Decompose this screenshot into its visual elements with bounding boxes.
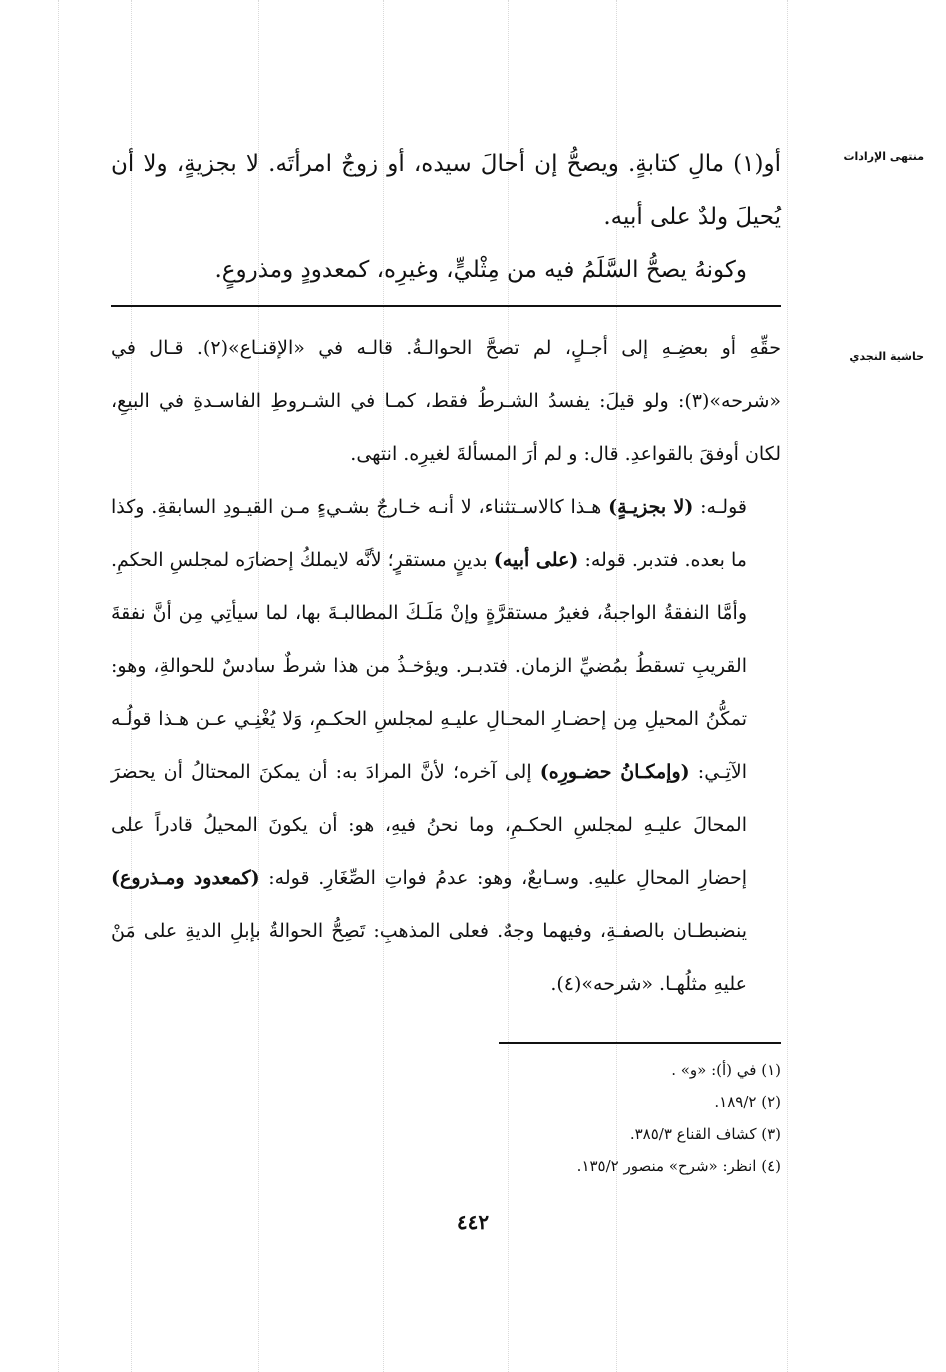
quoted-lemma: (كمعدود ومـذروع) <box>111 867 260 889</box>
footnotes <box>111 1054 781 1182</box>
commentary-text-run: إلى آخره؛ لأنَّ المرادَ به: أن يمكنَ المحتالُ أن يحضرَ المحالَ عليـهِ لمجلسِ الحكـمِ، وما نحنُ فيهِ، هو: أن يكونَ المحيلُ قادراً على إحضارِ المحالِ عليهِ. وسـابعٌ، وهو: عدمُ فواتِ الصِّغَارِ. قوله: <box>111 761 748 889</box>
quoted-lemma: (وإمكـانُ حضـورِه) <box>539 761 690 783</box>
scan-artifact <box>787 0 788 1372</box>
commentary-text-run: هـذا كالاسـتثناء، لا أنـه خـارجٌ بشـيءٍ مـن القيـودِ السابقةِ. وكذا ما بعده. فتدبر. قوله: <box>111 496 747 571</box>
footnote-3: (٣) كشاف القناع ٣٨٥/٣. <box>629 1125 781 1143</box>
commentary-paragraph-1: حقِّهِ أو بعضِـهِ إلى أجـلٍ، لم تصحَّ الحوالـةُ. قالـه في «الإقنـاع»(٢). قـال في «شرحه»(٣): ولو قيلَ: يفسدُ الشـرطُ فقط، كمـا في الشـروطِ الفاسـدةِ في البيعِ، لكان أوفقَ بالقواعدِ. قال: و لم أرَ المسألةَ لغيرِه. انتهى. <box>111 337 781 465</box>
footnote-4: (٤) انظر: «شرح» منصور ١٣٥/٢. <box>576 1157 781 1175</box>
commentary-text-run: بدينٍ مستقرٍ؛ لأنَّه لايملكُ إحضارَه لمجلسِ الحكمِ. وأمَّا النفقةُ الواجبةُ، فغيرُ مستقرَّةٍ وإنْ مَلَـكَ المطالبـةَ بها، لما سيأتِي مِن أنَّ نفقةَ القريبِ تسقطُ بمُضيِّ الزمان. فتدبـر. ويؤخـذُ من هذا شرطٌ سادسٌ للحوالةِ، وهو: تمكُّنُ المحيلِ مِن إحضـارِ المحـالِ عليـهِ لمجلسِ الحكـمِ، وَلا يُغْنِـي عـن هـذا قولُـه الآتِـي: <box>111 549 748 783</box>
side-label-hashiya: حاشية النجدي <box>849 350 924 363</box>
commentary-text-run: ينضبطـان بالصفـةِ، وفيهما وجهٌ. فعلى المذهبِ: تَصِحُّ الحوالةُ بإبلِ الديةِ على مَنْ عليهِ مثلُهـا. «شرحه»(٤). <box>111 920 747 995</box>
commentary-paragraph-2 <box>111 481 781 1011</box>
side-label-matn: منتهى الإرادات <box>843 150 924 163</box>
section-divider <box>111 305 781 307</box>
page-number: ٤٤٢ <box>456 1210 490 1234</box>
commentary-text <box>111 322 781 1011</box>
footnote-2: (٢) ١٨٩/٢. <box>714 1093 781 1111</box>
quoted-lemma: (لا بجزيـةٍ) <box>608 496 694 518</box>
scan-artifact <box>58 0 59 1372</box>
main-text-paragraph-2: وكونهُ يصحُّ السَّلَمُ فيه من مِثْليٍّ، وغيرِه، كمعدودٍ ومذروعٍ. <box>214 257 747 283</box>
commentary-text-run: قولـه: <box>693 496 747 518</box>
quoted-lemma: (على أبيه) <box>493 549 579 571</box>
main-text <box>111 138 781 297</box>
main-text-paragraph-1: أو(١) مالِ كتابةٍ. ويصحُّ إن أحالَ سيده، أو زوجٌ امرأتَه. لا بجزيةٍ، ولا أن يُحيلَ ولدٌ على أبيه. <box>111 151 781 230</box>
footnote-divider <box>499 1042 781 1044</box>
footnote-1: (١) في (أ): «و» . <box>671 1061 781 1079</box>
